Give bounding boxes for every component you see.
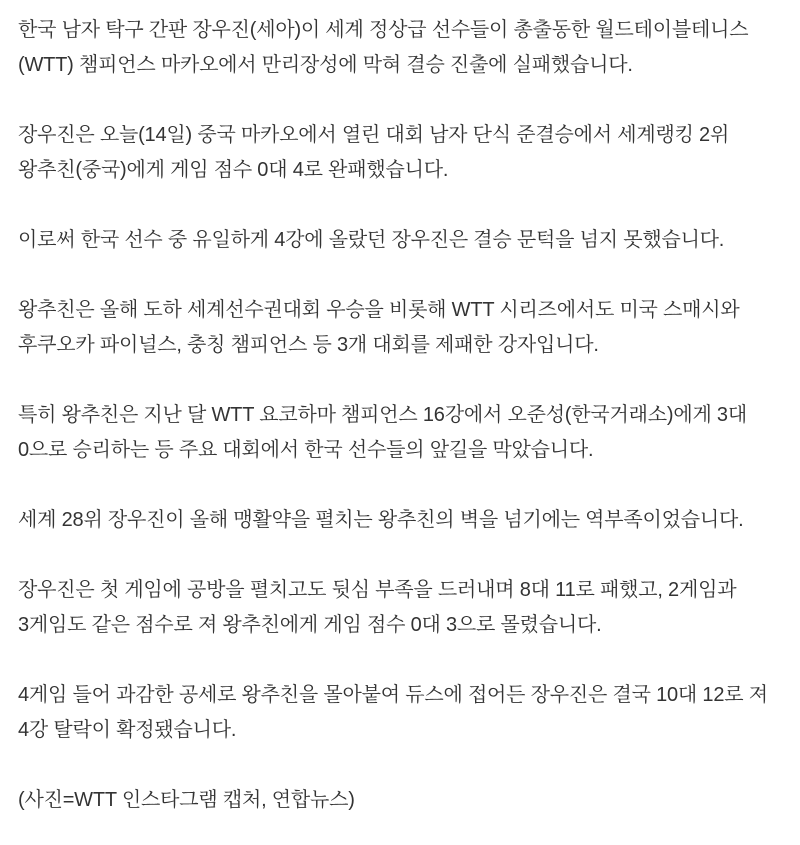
article-paragraph: 4게임 들어 과감한 공세로 왕추친을 몰아붙여 듀스에 접어든 장우진은 결국 10대 12로 져 4강 탈락이 확정됐습니다.: [18, 684, 768, 741]
article-paragraph: 왕추친은 올해 도하 세계선수권대회 우승을 비롯해 WTT 시리즈에서도 미국 스매시와 후쿠오카 파이널스, 충칭 챔피언스 등 3개 대회를 제패한 강자입니다.: [18, 299, 740, 356]
article-paragraph: 장우진은 오늘(14일) 중국 마카오에서 열린 대회 남자 단식 준결승에서 세계랭킹 2위 왕추친(중국)에게 게임 점수 0대 4로 완패했습니다.: [18, 124, 730, 181]
article-paragraph: 이로써 한국 선수 중 유일하게 4강에 올랐던 장우진은 결승 문턱을 넘지 못했습니다.: [18, 229, 725, 251]
article-paragraph: 특히 왕추친은 지난 달 WTT 요코하마 챔피언스 16강에서 오준성(한국거래소)에게 3대 0으로 승리하는 등 주요 대회에서 한국 선수들의 앞길을 막았습니다.: [18, 404, 747, 461]
article-photo-credit: (사진=WTT 인스타그램 캡처, 연합뉴스): [18, 789, 355, 811]
article-paragraph: 세계 28위 장우진이 올해 맹활약을 펼치는 왕추친의 벽을 넘기에는 역부족이었습니다.: [18, 509, 744, 531]
article-paragraph: 장우진은 첫 게임에 공방을 펼치고도 뒷심 부족을 드러내며 8대 11로 패했고, 2게임과 3게임도 같은 점수로 져 왕추친에게 게임 점수 0대 3으로 몰렸습니다.: [18, 579, 737, 636]
article-paragraph: 한국 남자 탁구 간판 장우진(세아)이 세계 정상급 선수들이 총출동한 월드테이블테니스(WTT) 챔피언스 마카오에서 만리장성에 막혀 결승 진출에 실패했습니다.: [18, 19, 749, 76]
